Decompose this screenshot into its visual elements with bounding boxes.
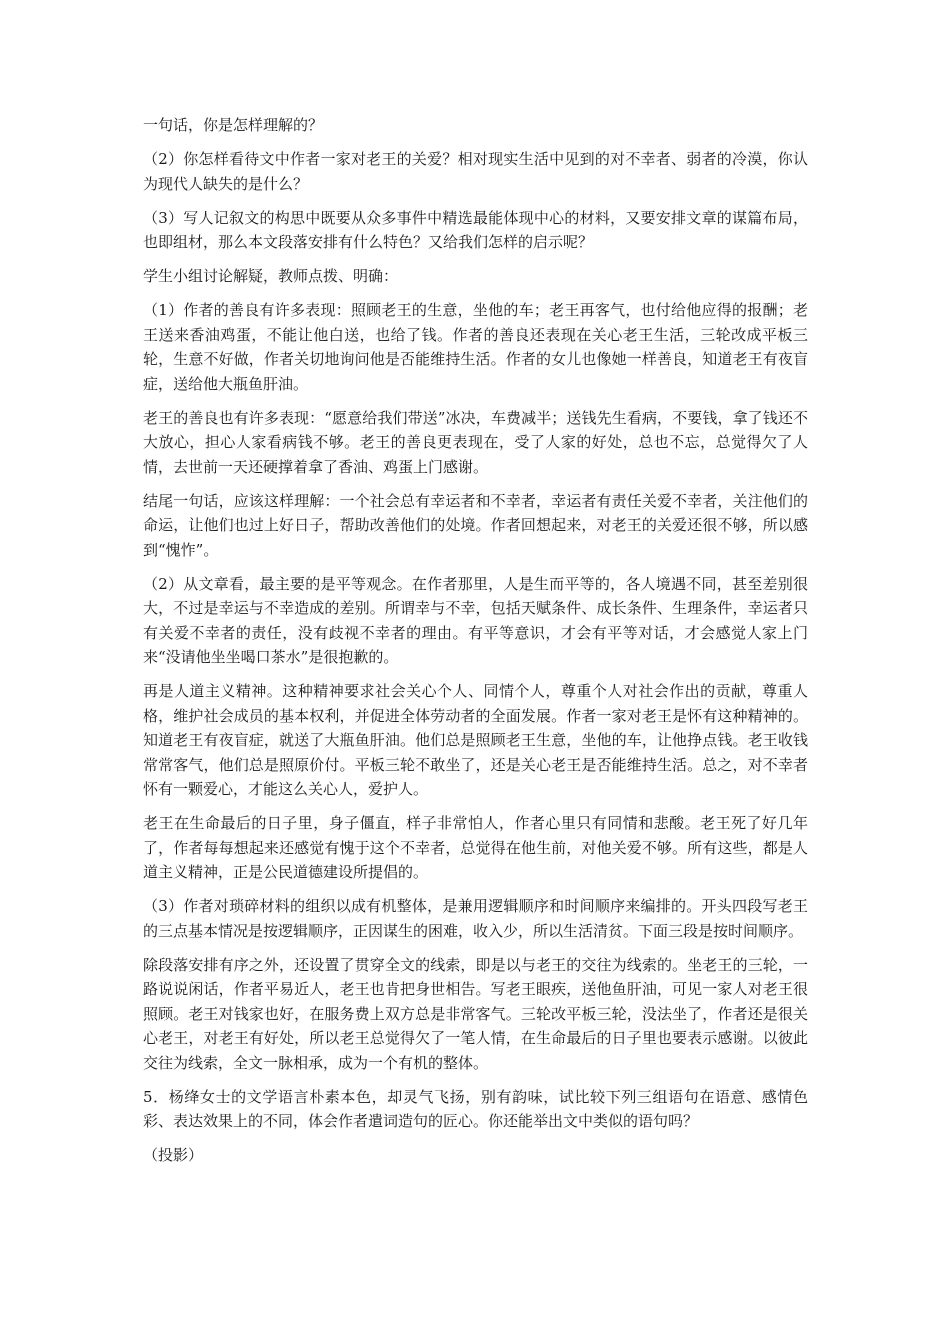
paragraph-answer-1: （1）作者的善良有许多表现：照顾老王的生意，坐他的车；老王再客气，也付给他应得的报酬；老王送来香油鸡蛋，不能让他白送，也给了钱。作者的善良还表现在关心老王生活，三轮改成平板三轮，生意不好做，作者关切地询问他是否能维持生活。作者的女儿也像她一样善良，知道老王有夜盲症，送给他大瓶鱼肝油。 (143, 301, 808, 393)
paragraph-question-5: 5．杨绛女士的文学语言朴素本色，却灵气飞扬，别有韵味，试比较下列三组语句在语意、感情色彩、表达效果上的不同，体会作者遣词造句的匠心。你还能举出文中类似的语句吗？ (143, 1087, 808, 1130)
paragraph-question-3: （3）写人记叙文的构思中既要从众多事件中精选最能体现中心的材料，又要安排文章的谋篇布局，也即组材，那么本文段落安排有什么特色？又给我们怎样的启示呢？ (143, 208, 808, 251)
paragraph-understanding-question: 一句话，你是怎样理解的？ (143, 116, 324, 134)
paragraph-discussion-intro: 学生小组讨论解疑，教师点拨、明确： (143, 267, 399, 285)
paragraph-answer-3: （3）作者对琐碎材料的组织以成有机整体，是兼用逻辑顺序和时间顺序来编排的。开头四段写老王的三点基本情况是按逻辑顺序，正因谋生的困难，收入少，所以生活清贫。下面三段是按时间顺序。 (143, 897, 808, 940)
paragraph-final-days: 老王在生命最后的日子里，身子僵直，样子非常怕人，作者心里只有同情和悲酸。老王死了好几年了，作者每每想起来还感觉有愧于这个不幸者，总觉得在他生前，对他关爱不够。所有这些，都是人道主义精神，正是公民道德建设所提倡的。 (143, 814, 808, 881)
paragraph-laowang-kindness: 老王的善良也有许多表现：“愿意给我们带送”冰决，车费减半；送钱先生看病，不要钱，拿了钱还不大放心，担心人家看病钱不够。老王的善良更表现在，受了人家的好处，总也不忘，总觉得欠了人情，去世前一天还硬撑着拿了香油、鸡蛋上门感谢。 (143, 408, 808, 476)
paragraph-humanitarian-spirit: 再是人道主义精神。这种精神要求社会关心个人、同情个人，尊重个人对社会作出的贡献，尊重人格，维护社会成员的基本权利，并促进全体劳动者的全面发展。作者一家对老王是怀有这种精神的。知道老王有夜盲症，就送了大瓶鱼肝油。他们总是照顾老王生意，坐他的车，让他挣点钱。老王收钱常常客气，他们总是照原价付。平板三轮不敢坐了，还是关心老王是否能维持生活。总之，对不幸者怀有一颗爱心，才能这么关心人，爱护人。 (143, 682, 808, 798)
paragraph-question-2: （2）你怎样看待文中作者一家对老王的关爱？相对现实生活中见到的对不幸者、弱者的冷漠，你认为现代人缺失的是什么？ (143, 150, 808, 193)
paragraph-projection-note: （投影） (143, 1146, 204, 1164)
document-page (143, 113, 808, 1177)
paragraph-answer-2: （2）从文章看，最主要的是平等观念。在作者那里，人是生而平等的，各人境遇不同，甚至差别很大，不过是幸运与不幸造成的差别。所谓幸与不幸，包括天赋条件、成长条件、生理条件，幸运者只有关爱不幸者的责任，没有歧视不幸者的理由。有平等意识，才会有平等对话，才会感觉人家上门来“没请他坐坐喝口茶水”是很抱歉的。 (143, 574, 808, 666)
paragraph-narrative-thread: 除段落安排有序之外，还设置了贯穿全文的线索，即是以与老王的交往为线索的。坐老王的三轮，一路说说闲话，作者平易近人，老王也肯把身世相告。写老王眼疾，送他鱼肝油，可见一家人对老王很照顾。老王对钱家也好，在服务费上双方总是非常客气。三轮改平板三轮，没法坐了，作者还是很关心老王，对老王有好处，所以老王总觉得欠了一笔人情，在生命最后的日子里也要表示感谢。以彼此交往为线索，全文一脉相承，成为一个有机的整体。 (143, 955, 808, 1072)
paragraph-ending-understanding: 结尾一句话，应该这样理解：一个社会总有幸运者和不幸者，幸运者有责任关爱不幸者，关注他们的命运，让他们也过上好日子，帮助改善他们的处境。作者回想起来，对老王的关爱还很不够，所以感到“愧怍”。 (143, 491, 808, 559)
